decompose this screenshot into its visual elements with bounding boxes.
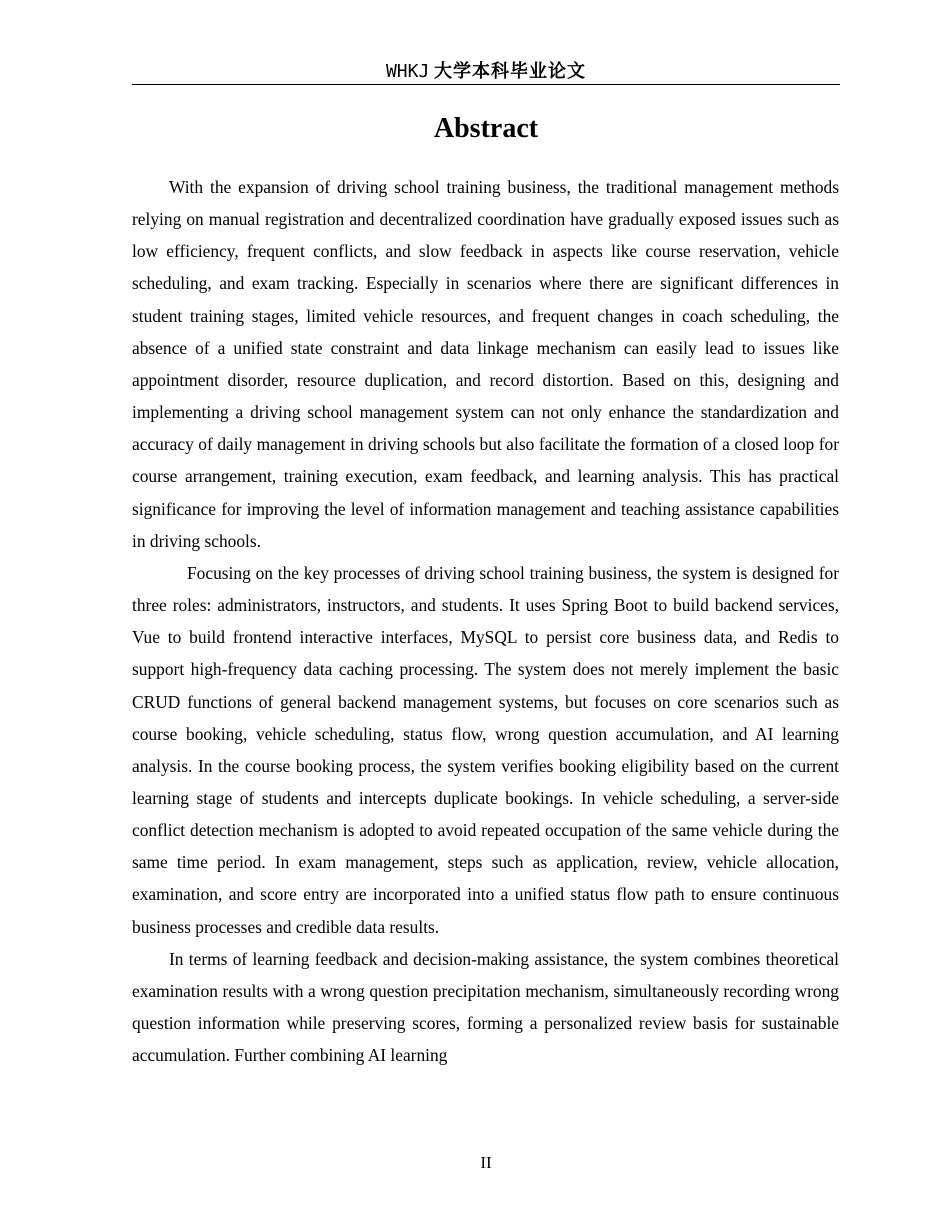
abstract-title: Abstract [433, 113, 539, 144]
running-header [132, 60, 840, 84]
header-rule [132, 84, 840, 85]
abstract-body [132, 171, 839, 1105]
page-number: II [480, 1153, 492, 1172]
header-thesis-label: 大学本科毕业论文 [434, 61, 587, 82]
abstract-paragraph-3: In terms of learning feedback and decision-making assistance, the system combines theoretical examination results with a wrong question precipitation mechanism, simultaneously recording wrong question information while preserving scores, forming a personalized review basis for sustainable accumulation. Further combining AI learning [132, 948, 839, 1066]
abstract-paragraph-2: Focusing on the key processes of driving school training business, the system is designed for three roles: administrators, instructors, and students. It uses Spring Boot to build backend services, Vue to build frontend interactive interfaces, MySQL to persist core business data, and Redis to support high-frequency data caching processing. The system does not merely implement the basic CRUD functions of general backend management systems, but focuses on core scenarios such as course booking, vehicle scheduling, status flow, wrong question accumulation, and AI learning analysis. In the course booking process, the system verifies booking eligibility based on the current learning stage of students and intercepts duplicate bookings. In vehicle scheduling, a server-side conflict detection mechanism is adopted to avoid repeated occupation of the same vehicle during the same time period. In exam management, steps such as application, review, vehicle allocation, examination, and score entry are incorporated into a unified status flow path to ensure continuous business processes and credible data results. [132, 562, 839, 937]
abstract-paragraph-1: With the expansion of driving school training business, the traditional management methods relying on manual registration and decentralized coordination have gradually exposed issues such as low efficiency, frequent conflicts, and slow feedback in aspects like course reservation, vehicle scheduling, and exam tracking. Especially in scenarios where there are significant differences in student training stages, limited vehicle resources, and frequent changes in coach scheduling, the absence of a unified state constraint and data linkage mechanism can easily lead to issues like appointment disorder, resource duplication, and record distortion. Based on this, designing and implementing a driving school management system can not only enhance the standardization and accuracy of daily management in driving schools but also facilitate the formation of a closed loop for course arrangement, training execution, exam feedback, and learning analysis. This has practical significance for improving the level of information management and teaching assistance capabilities in driving schools. [132, 177, 839, 551]
header-university-code: WHKJ [385, 61, 430, 82]
